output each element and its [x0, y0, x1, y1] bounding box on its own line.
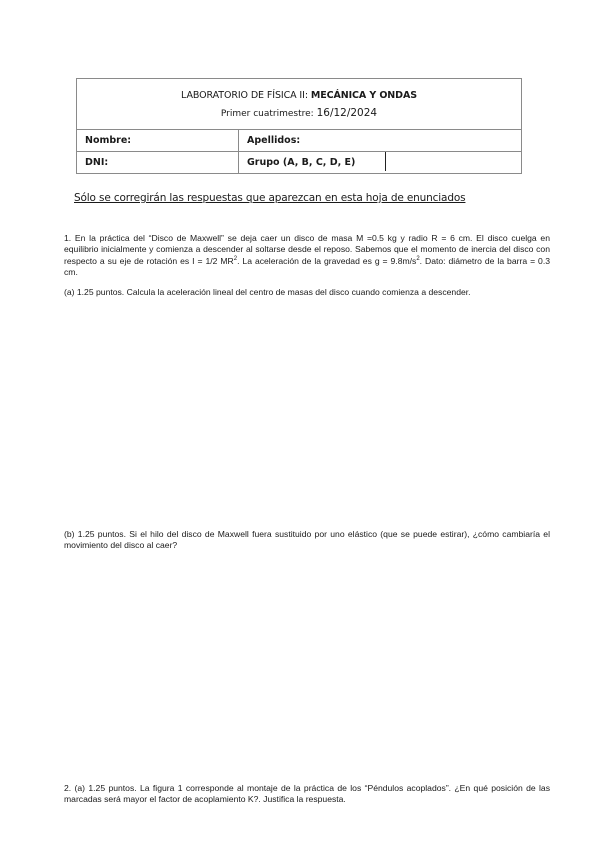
exam-title-cell [77, 79, 522, 130]
question-1b: (b) 1.25 puntos. Si el hilo del disco de Maxwell fuera sustituido por uno elástico (que se puede estirar), ¿cómo cambiaría el movimiento del disco al caer? [64, 529, 550, 551]
question-2a: 2. (a) 1.25 puntos. La figura 1 corresponde al montaje de la práctica de los “Péndulos acoplados”. ¿En qué posición de las marcadas será mayor el factor de acoplamiento K?. Justifica la respuesta. [64, 783, 550, 805]
grupo-field[interactable]: Grupo (A, B, C, D, E) [239, 152, 522, 174]
dni-field[interactable]: DNI: [77, 152, 239, 174]
exam-title: LABORATORIO DE FÍSICA II: MECÁNICA Y ONDAS [181, 89, 417, 101]
exam-header-table [76, 78, 522, 174]
instructions-note: Sólo se corregirán las respuestas que aparezcan en esta hoja de enunciados [74, 192, 466, 204]
question-1a: (a) 1.25 puntos. Calcula la aceleración lineal del centro de masas del disco cuando comienza a descender. [64, 287, 471, 297]
exam-date: 16/12/2024 [316, 106, 378, 119]
nombre-field[interactable]: Nombre: [77, 130, 239, 152]
apellidos-field[interactable]: Apellidos: [239, 130, 522, 152]
text-cursor [385, 152, 386, 171]
question-1: 1. En la práctica del “Disco de Maxwell” se deja caer un disco de masa M =0.5 kg y radio R = 6 cm. El disco cuelga en equilibrio inicialmente y comienza a descender al soltarse desde el reposo. Sabemos que el momento de inercia del disco con respecto a su eje de rotación es I = 1/2 $MR^2$. La aceleración de la gravedad es $g = 9.8m/s^2$. Dato: diámetro de la barra = 0.3 cm. [64, 233, 550, 278]
exam-subtitle: Primer cuatrimestre: 16/12/2024 [220, 106, 378, 119]
